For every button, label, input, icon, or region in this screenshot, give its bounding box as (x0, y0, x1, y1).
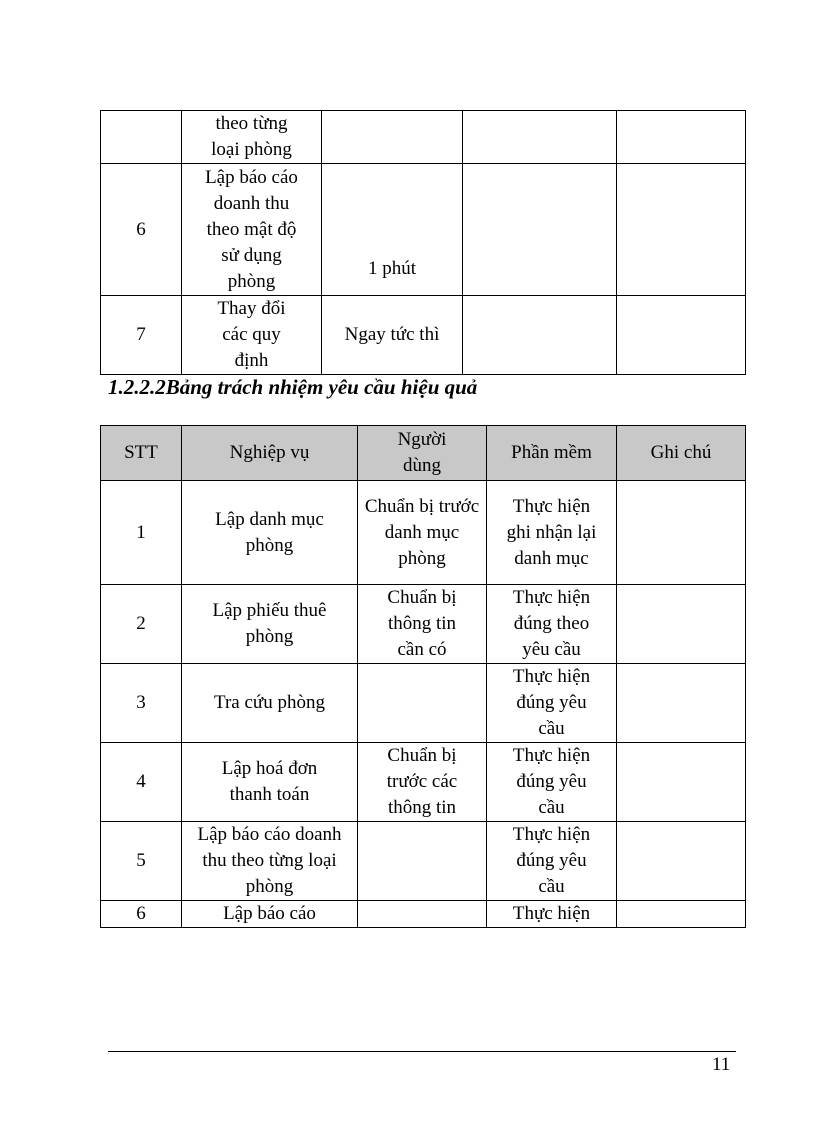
time-cell: Ngay tức thì (322, 296, 463, 375)
user-cell: Chuẩn bị trước các thông tin (358, 743, 487, 822)
top-table (100, 110, 746, 375)
task-cell: Lập báo cáo doanh thu theo từng loại phòng (182, 822, 358, 901)
header-stt: STT (101, 426, 182, 481)
stt-cell: 3 (101, 664, 182, 743)
note-cell (617, 743, 746, 822)
page-number: 11 (712, 1054, 731, 1075)
task-cell: Lập danh mục phòng (182, 481, 358, 585)
stt-cell: 5 (101, 822, 182, 901)
note-cell (617, 901, 746, 928)
stt-cell: 4 (101, 743, 182, 822)
note-cell (617, 481, 746, 585)
stt-cell: 2 (101, 585, 182, 664)
task-cell: theo từng loại phòng (182, 111, 322, 164)
table-row (101, 743, 746, 822)
stt-cell: 6 (101, 164, 182, 296)
responsibility-table (100, 425, 746, 928)
user-cell: Chuẩn bị trước danh mục phòng (358, 481, 487, 585)
empty-cell (617, 111, 746, 164)
task-cell: Thay đổi các quy định (182, 296, 322, 375)
note-cell (617, 664, 746, 743)
task-cell: Lập phiếu thuê phòng (182, 585, 358, 664)
empty-cell (617, 296, 746, 375)
software-cell: Thực hiện đúng yêu cầu (487, 664, 617, 743)
header-software: Phần mềm (487, 426, 617, 481)
header-note: Ghi chú (617, 426, 746, 481)
software-cell: Thực hiện ghi nhận lại danh mục (487, 481, 617, 585)
table-row (101, 296, 746, 375)
task-cell: Tra cứu phòng (182, 664, 358, 743)
table-row (101, 481, 746, 585)
software-cell: Thực hiện (487, 901, 617, 928)
time-cell: 1 phút (322, 164, 463, 296)
stt-cell (101, 111, 182, 164)
stt-cell: 7 (101, 296, 182, 375)
empty-cell (463, 164, 617, 296)
software-cell: Thực hiện đúng theo yêu cầu (487, 585, 617, 664)
note-cell (617, 822, 746, 901)
user-cell (358, 822, 487, 901)
software-cell: Thực hiện đúng yêu cầu (487, 822, 617, 901)
empty-cell (463, 111, 617, 164)
header-user: Người dùng (358, 426, 487, 481)
user-cell (358, 664, 487, 743)
time-cell (322, 111, 463, 164)
footer-divider (108, 1051, 736, 1052)
software-cell: Thực hiện đúng yêu cầu (487, 743, 617, 822)
section-heading: 1.2.2.2Bảng trách nhiệm yêu cầu hiệu quả (108, 375, 478, 399)
task-cell: Lập báo cáo doanh thu theo mật độ sử dụng phòng (182, 164, 322, 296)
task-cell: Lập báo cáo (182, 901, 358, 928)
stt-cell: 6 (101, 901, 182, 928)
table-row (101, 664, 746, 743)
empty-cell (463, 296, 617, 375)
table-row (101, 822, 746, 901)
table-row (101, 164, 746, 296)
table-row (101, 901, 746, 928)
note-cell (617, 585, 746, 664)
stt-cell: 1 (101, 481, 182, 585)
table-row (101, 585, 746, 664)
empty-cell (617, 164, 746, 296)
header-task: Nghiệp vụ (182, 426, 358, 481)
task-cell: Lập hoá đơn thanh toán (182, 743, 358, 822)
header-row (101, 426, 746, 481)
user-cell (358, 901, 487, 928)
table-row (101, 111, 746, 164)
user-cell: Chuẩn bị thông tin cần có (358, 585, 487, 664)
